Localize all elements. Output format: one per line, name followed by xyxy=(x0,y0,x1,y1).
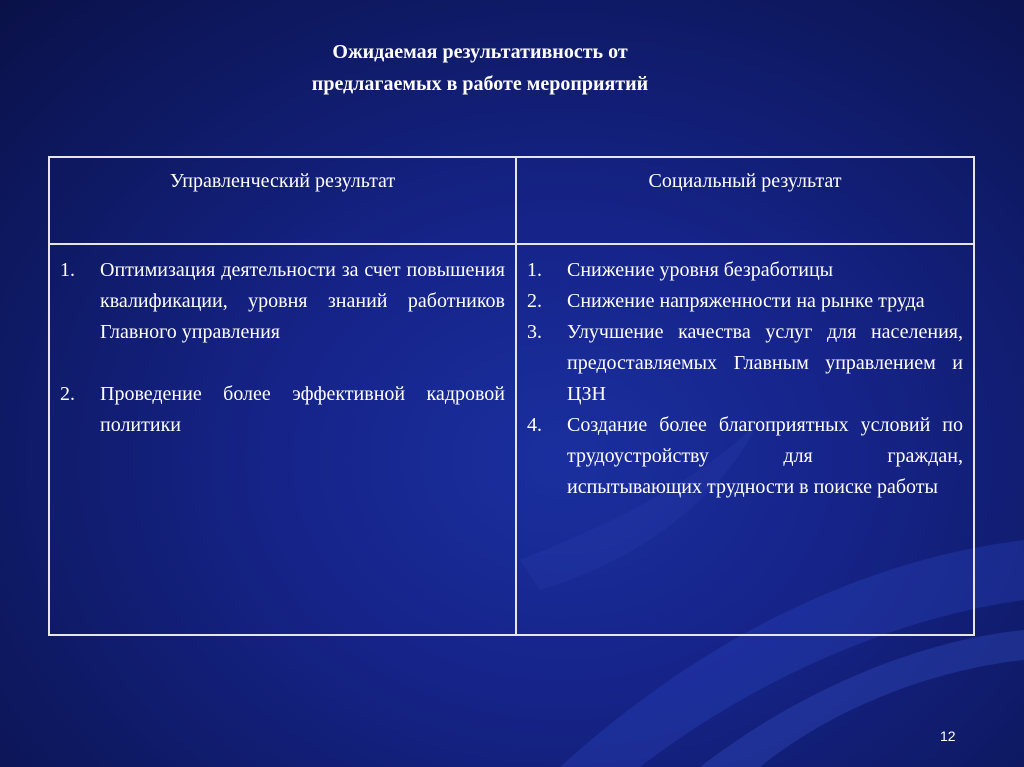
list-item xyxy=(60,255,505,348)
list-item xyxy=(527,317,963,410)
management-results-list xyxy=(60,255,505,441)
header-management-result: Управленческий результат xyxy=(49,157,516,244)
table-header-row xyxy=(49,157,974,244)
list-item-text: Создание более благоприятных условий по трудоустройству для граждан, испытывающих трудности в поиске работы xyxy=(567,414,963,498)
list-item xyxy=(527,286,963,317)
list-item-number: 2. xyxy=(60,383,75,405)
table-body-row xyxy=(49,244,974,635)
list-item xyxy=(60,379,505,441)
list-item-number: 4. xyxy=(527,414,542,436)
list-item-text: Улучшение качества услуг для населения, предоставляемых Главным управлением и ЦЗН xyxy=(567,321,963,405)
list-item-number: 3. xyxy=(527,321,542,343)
list-item-number: 1. xyxy=(527,259,542,281)
slide-title-line-1: Ожидаемая результативность от xyxy=(332,41,628,63)
social-results-list xyxy=(527,255,963,503)
page-number: 12 xyxy=(940,728,956,744)
social-results-cell xyxy=(516,244,974,635)
list-item-text: Снижение уровня безработицы xyxy=(567,259,834,281)
list-item-text: Снижение напряженности на рынке труда xyxy=(567,290,925,312)
results-table xyxy=(48,156,975,636)
slide-title xyxy=(0,36,960,100)
header-social-result: Социальный результат xyxy=(516,157,974,244)
slide-title-line-2: предлагаемых в работе мероприятий xyxy=(311,73,649,95)
list-item xyxy=(527,255,963,286)
list-item xyxy=(527,410,963,503)
list-item-text: Оптимизация деятельности за счет повышения квалификации, уровня знаний работников Главного управления xyxy=(100,259,505,343)
list-item-number: 2. xyxy=(527,290,542,312)
list-item-number: 1. xyxy=(60,259,75,281)
management-results-cell xyxy=(49,244,516,635)
list-item-text: Проведение более эффективной кадровой политики xyxy=(100,383,505,436)
